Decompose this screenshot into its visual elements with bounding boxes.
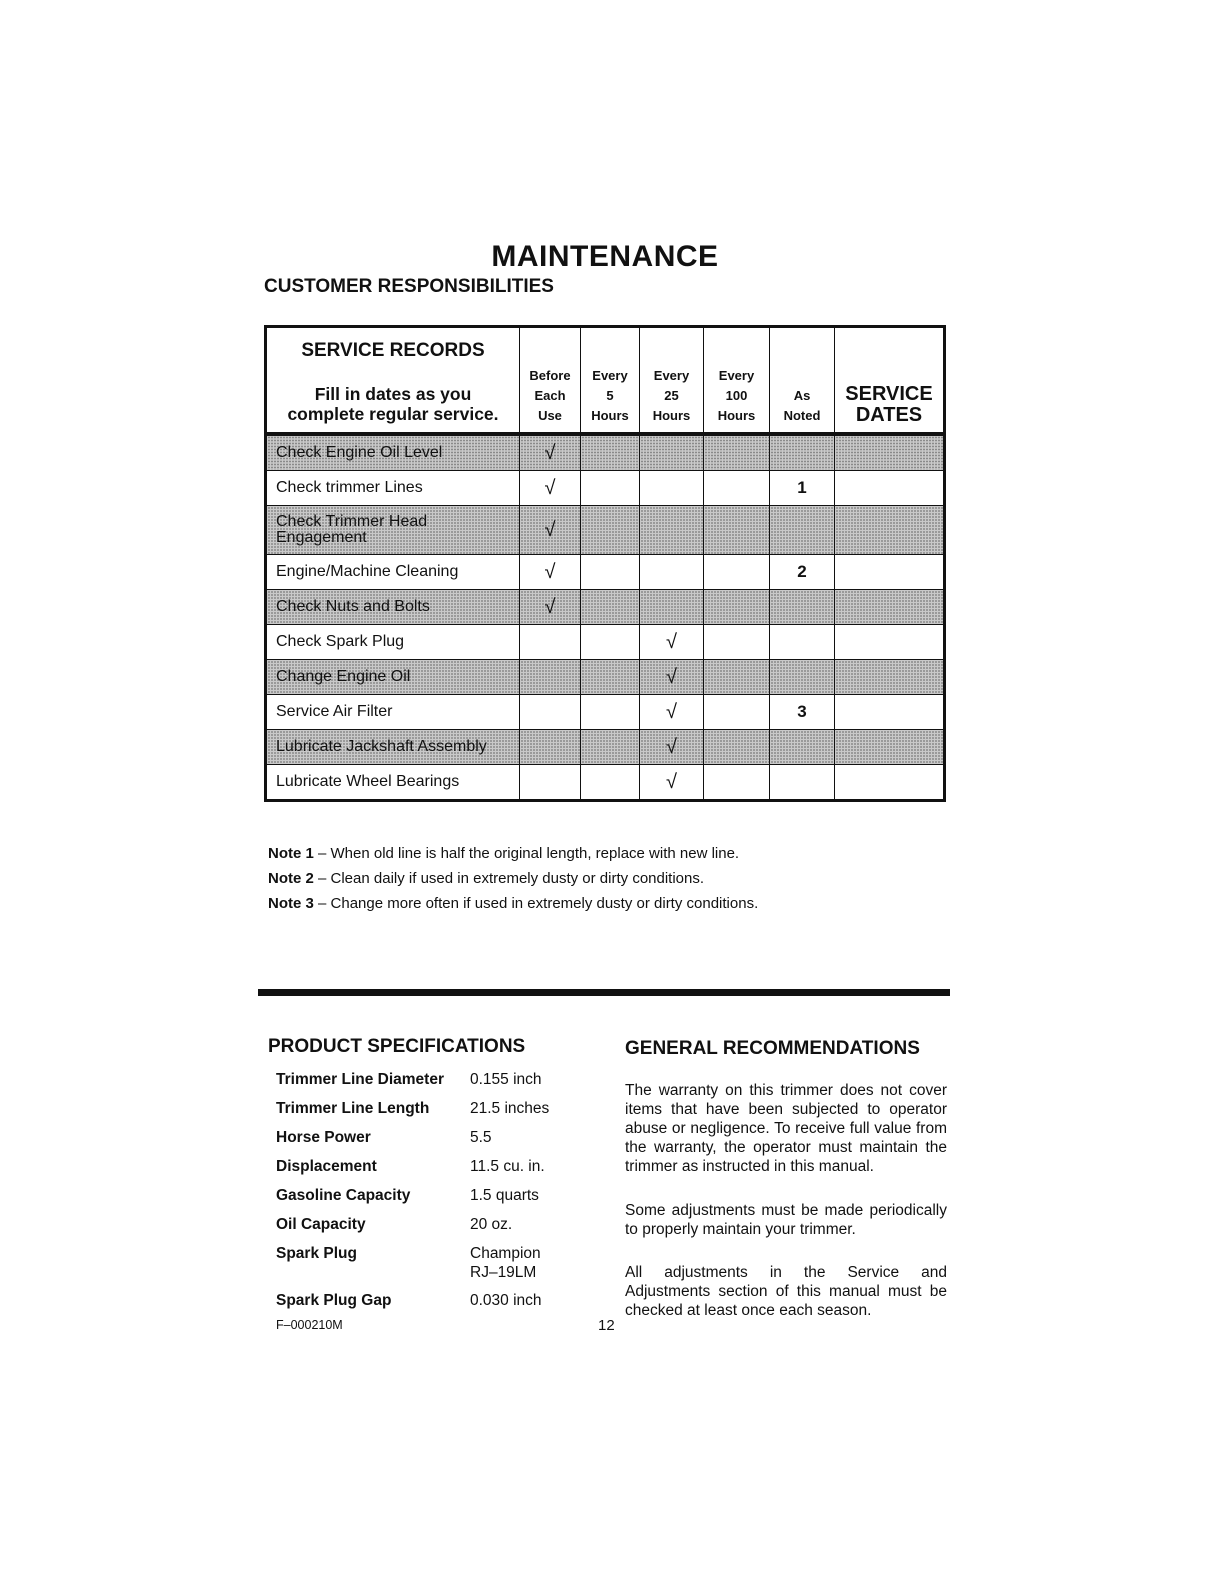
spec-label: Displacement (276, 1158, 377, 1175)
interval-cell (581, 471, 640, 506)
spec-row (276, 1157, 549, 1186)
spec-label: Trimmer Line Diameter (276, 1071, 444, 1088)
fill-line-2: complete regular service. (287, 404, 499, 424)
table-row (266, 660, 945, 695)
interval-cell: √ (640, 660, 704, 695)
interval-cell: √ (520, 555, 581, 590)
column-header-line: Hours (652, 408, 691, 423)
interval-cell (770, 434, 835, 471)
service-records-title: SERVICE RECORDS (301, 340, 485, 361)
interval-cell (704, 695, 770, 730)
column-header-line: Hours (591, 408, 629, 423)
column-header-line: Noted (783, 408, 821, 423)
interval-cell (581, 730, 640, 765)
interval-cell (581, 660, 640, 695)
column-header-line: Every (718, 368, 755, 383)
service-records-table (264, 325, 946, 802)
spec-value: 0.030 inch (470, 1292, 542, 1309)
interval-cell (640, 434, 704, 471)
task-cell: Check Nuts and Bolts (266, 590, 520, 625)
task-cell: Lubricate Wheel Bearings (266, 765, 520, 801)
table-row (266, 695, 945, 730)
interval-cell (770, 765, 835, 801)
interval-cell (520, 625, 581, 660)
notes-block (268, 845, 758, 920)
interval-cell (640, 506, 704, 555)
task-cell: Check trimmer Lines (266, 471, 520, 506)
interval-cell (770, 660, 835, 695)
service-date-cell[interactable] (835, 590, 945, 625)
spec-value: 5.5 (470, 1129, 492, 1146)
table-header-row (266, 327, 945, 435)
table-row (266, 730, 945, 765)
interval-cell (640, 590, 704, 625)
interval-cell (770, 730, 835, 765)
note-3 (268, 895, 758, 920)
interval-cell: √ (640, 730, 704, 765)
spec-value: Champion RJ–19LM (470, 1245, 541, 1281)
interval-cell (581, 695, 640, 730)
column-header-line: 100 (725, 388, 748, 403)
spec-label: Oil Capacity (276, 1216, 366, 1233)
general-recommendation-paragraph-2: Some adjustments must be made periodically to properly maintain your trimmer. (625, 1202, 947, 1238)
note-2 (268, 870, 758, 895)
note-text: – Clean daily if used in extremely dusty or dirty conditions. (313, 870, 705, 887)
column-header-every-25-hours (640, 327, 704, 435)
note-reference-cell: 3 (770, 695, 835, 730)
general-recommendations-title: GENERAL RECOMMENDATIONS (625, 1038, 920, 1059)
note-reference-cell: 2 (770, 555, 835, 590)
interval-cell (704, 471, 770, 506)
spec-value: 11.5 cu. in. (470, 1158, 545, 1175)
interval-cell: √ (520, 506, 581, 555)
note-1 (268, 845, 758, 870)
column-header-line: Every (653, 368, 690, 383)
interval-cell (770, 625, 835, 660)
table-row (266, 765, 945, 801)
column-header-every-100-hours (704, 327, 770, 435)
service-date-cell[interactable] (835, 506, 945, 555)
spec-row (276, 1128, 549, 1157)
interval-cell (704, 730, 770, 765)
interval-cell: √ (520, 434, 581, 471)
interval-cell (704, 555, 770, 590)
spec-row (276, 1291, 549, 1320)
interval-cell: √ (520, 471, 581, 506)
column-header-line: As (793, 388, 811, 403)
task-cell: Check Trimmer Head Engagement (266, 506, 520, 555)
task-cell: Lubricate Jackshaft Assembly (266, 730, 520, 765)
spec-value: 20 oz. (470, 1216, 513, 1233)
interval-cell (770, 506, 835, 555)
fill-line-1: Fill in dates as you (314, 384, 472, 404)
interval-cell (520, 660, 581, 695)
table-row (266, 555, 945, 590)
spec-row (276, 1099, 549, 1128)
column-header-line: Before (529, 368, 571, 383)
task-cell: Change Engine Oil (266, 660, 520, 695)
note-text: – Change more often if used in extremely dusty or dirty conditions. (313, 895, 759, 912)
column-header-line: SERVICE (845, 383, 933, 405)
interval-cell (704, 590, 770, 625)
interval-cell (581, 590, 640, 625)
service-date-cell[interactable] (835, 765, 945, 801)
service-date-cell[interactable] (835, 625, 945, 660)
interval-cell (704, 625, 770, 660)
product-specifications-table (276, 1070, 549, 1320)
spec-label: Spark Plug (276, 1245, 357, 1262)
interval-cell (704, 506, 770, 555)
spec-value: 0.155 inch (470, 1071, 542, 1088)
interval-cell (640, 471, 704, 506)
column-header-service-dates (835, 327, 945, 435)
interval-cell (520, 695, 581, 730)
spec-row (276, 1215, 549, 1244)
spec-value: 1.5 quarts (470, 1187, 539, 1204)
service-date-cell[interactable] (835, 471, 945, 506)
note-text: – When old line is half the original length, replace with new line. (313, 845, 740, 862)
fill-in-instructions (267, 384, 519, 424)
spec-row (276, 1186, 549, 1215)
column-header-before-each-use (520, 327, 581, 435)
task-cell: Check Engine Oil Level (266, 434, 520, 471)
interval-cell (581, 765, 640, 801)
task-cell: Engine/Machine Cleaning (266, 555, 520, 590)
column-header-every-5-hours (581, 327, 640, 435)
spec-label: Gasoline Capacity (276, 1187, 411, 1204)
spec-label: Trimmer Line Length (276, 1100, 430, 1117)
interval-cell (581, 625, 640, 660)
note-label: Note 3 (268, 895, 314, 912)
page-number: 12 (598, 1317, 615, 1334)
table-row (266, 434, 945, 471)
interval-cell (704, 660, 770, 695)
interval-cell (581, 506, 640, 555)
column-header-line: 5 (606, 388, 614, 403)
service-date-cell[interactable] (835, 660, 945, 695)
general-recommendation-paragraph-3: All adjustments in the Service and Adjustments section of this manual must be checked at least once each season. (625, 1264, 947, 1319)
interval-cell (581, 434, 640, 471)
general-recommendation-paragraph-1: The warranty on this trimmer does not cover items that have been subjected to operator abuse or negligence. To receive full value from the warranty, the operator must maintain the trimmer as instructed in this manual. (625, 1082, 947, 1175)
note-label: Note 2 (268, 870, 314, 887)
page-title: MAINTENANCE (491, 240, 719, 273)
note-label: Note 1 (268, 845, 314, 862)
service-date-cell[interactable] (835, 555, 945, 590)
interval-cell (520, 765, 581, 801)
column-header-line: DATES (855, 404, 923, 426)
task-cell: Service Air Filter (266, 695, 520, 730)
interval-cell (770, 590, 835, 625)
task-cell: Check Spark Plug (266, 625, 520, 660)
column-header-line: Hours (717, 408, 756, 423)
table-row (266, 590, 945, 625)
spec-value: 21.5 inches (470, 1100, 550, 1117)
spec-label: Horse Power (276, 1129, 371, 1146)
interval-cell (640, 555, 704, 590)
column-header-line: 25 (664, 388, 679, 403)
spec-row (276, 1070, 549, 1099)
form-code: F–000210M (276, 1318, 343, 1332)
interval-cell (704, 765, 770, 801)
service-date-cell[interactable] (835, 730, 945, 765)
section-divider (258, 989, 950, 996)
spec-label: Spark Plug Gap (276, 1292, 392, 1309)
interval-cell: √ (640, 625, 704, 660)
service-records-header (266, 327, 520, 435)
service-date-cell[interactable] (835, 695, 945, 730)
product-specifications-title: PRODUCT SPECIFICATIONS (268, 1036, 526, 1057)
table-row (266, 471, 945, 506)
interval-cell (520, 730, 581, 765)
interval-cell: √ (640, 765, 704, 801)
column-header-line: Every (592, 368, 628, 383)
service-records-body (266, 434, 945, 801)
column-header-line: Use (538, 408, 562, 423)
table-row (266, 506, 945, 555)
interval-cell: √ (520, 590, 581, 625)
service-date-cell[interactable] (835, 434, 945, 471)
interval-cell: √ (640, 695, 704, 730)
note-reference-cell: 1 (770, 471, 835, 506)
spec-row (276, 1244, 549, 1291)
interval-cell (704, 434, 770, 471)
column-header-line: Each (534, 388, 566, 403)
column-header-as-noted (770, 327, 835, 435)
interval-cell (581, 555, 640, 590)
section-subtitle: CUSTOMER RESPONSIBILITIES (264, 276, 554, 297)
table-row (266, 625, 945, 660)
